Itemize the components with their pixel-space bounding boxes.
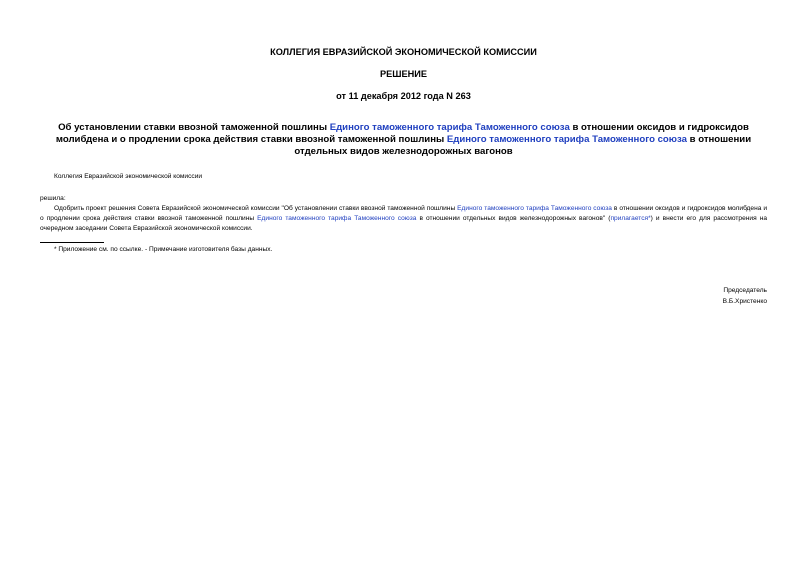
para-link-attachment[interactable]: прилагается* [610,215,651,223]
footnote-text: * Приложение см. по ссылке. - Примечание изготовителя базы данных. [54,246,273,253]
para-text-2: в отношении оксидов и гидроксидов молибдена и о продлении срока действия ставки ввозной таможенной пошлины [40,205,767,223]
para-text-3: в отношении отдельных видов железнодорожных вагонов" ( [416,215,611,223]
para-link-tariff-2[interactable]: Единого таможенного тарифа Таможенного союза [257,215,417,223]
title-link-tariff-1[interactable]: Единого таможенного тарифа Таможенного союза [329,122,570,133]
decision-paragraph [40,204,767,235]
preamble: Коллегия Евразийской экономической комиссии [54,173,203,180]
title-text-1: Об установлении ставки ввозной таможенной пошлины [58,122,330,133]
signature-position: Председатель [723,287,767,294]
signature-name: В.Б.Христенко [722,298,767,305]
document-title [40,122,767,158]
title-text-3: в отношении отдельных видов железнодорожных вагонов [294,134,752,157]
title-link-tariff-2[interactable]: Единого таможенного тарифа Таможенного союза [446,134,687,145]
org-heading: КОЛЛЕГИЯ ЕВРАЗИЙСКОЙ ЭКОНОМИЧЕСКОЙ КОМИССИИ [270,47,537,57]
doc-type-heading: РЕШЕНИЕ [380,69,427,79]
decided-label: решила: [40,195,66,202]
para-link-tariff-1[interactable]: Единого таможенного тарифа Таможенного союза [457,205,612,212]
footnote-divider [40,242,104,243]
para-text-1: Одобрить проект решения Совета Евразийской экономической комиссии "Об установлении ставки ввозной таможенной пошлины [54,205,458,212]
date-number-heading: от 11 декабря 2012 года N 263 [336,91,471,101]
para-text-4: ) и внести его для рассмотрения на очередном заседании Совета Евразийской экономической комиссии. [40,215,767,233]
title-text-2: в отношении оксидов и гидроксидов молибдена и о продлении срока действия ставки ввозной таможенной пошлины [55,122,749,145]
